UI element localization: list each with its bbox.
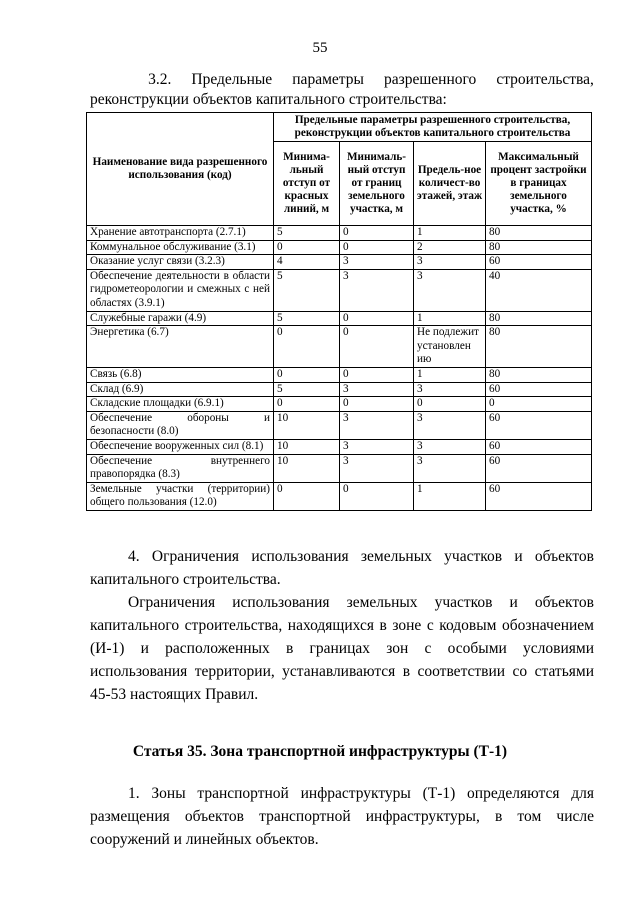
row-value: 60 <box>486 454 592 482</box>
article-paragraph-1-text: 1. Зоны транспортной инфраструктуры (Т-1) определяются для размещения объектов транспортной инфраструктуры, в том числе сооружений и линейных объектов. <box>90 785 594 848</box>
row-value: 0 <box>340 367 414 382</box>
row-name: Коммунальное обслуживание (3.1) <box>87 240 274 255</box>
row-value: 2 <box>414 240 486 255</box>
table-row <box>87 240 592 255</box>
section-4-title-text: 4. Ограничения использования земельных участков и объектов капитального строительства. <box>90 548 594 588</box>
row-value: 40 <box>486 269 592 311</box>
row-value: 1 <box>414 482 486 510</box>
section-heading-words <box>90 70 594 90</box>
row-name: Складские площадки (6.9.1) <box>87 397 274 412</box>
row-value: 60 <box>486 382 592 397</box>
header-max-floors: Предель-ное количест-во этажей, этаж <box>414 142 486 226</box>
section-heading-line2: реконструкции объектов капитального строительства: <box>90 91 447 108</box>
row-value: 0 <box>340 311 414 326</box>
row-value: 3 <box>340 269 414 311</box>
row-value: 0 <box>340 397 414 412</box>
header-parameters-group: Предельные параметры разрешенного строительства, реконструкции объектов капитального строительства <box>274 113 592 142</box>
table-row <box>87 269 592 311</box>
table-row <box>87 226 592 241</box>
row-value: 60 <box>486 411 592 439</box>
heading-word: разрешенного <box>383 71 477 88</box>
section-4-body <box>90 591 594 706</box>
row-name: Склад (6.9) <box>87 382 274 397</box>
row-name: Обеспечение внутреннего правопорядка (8.3) <box>87 454 274 482</box>
article-title: Статья 35. Зона транспортной инфраструктуры (Т-1) <box>132 743 508 760</box>
table-row <box>87 255 592 270</box>
row-name: Обеспечение вооруженных сил (8.1) <box>87 439 274 454</box>
row-value: 3 <box>340 411 414 439</box>
row-value: 80 <box>486 311 592 326</box>
row-value: 1 <box>414 311 486 326</box>
row-value: 60 <box>486 255 592 270</box>
row-value: 10 <box>274 454 340 482</box>
row-value: 3 <box>414 382 486 397</box>
row-value: 5 <box>274 311 340 326</box>
header-min-boundary-setback: Минималь-ный отступ от границ земельного участка, м <box>340 142 414 226</box>
row-value: 0 <box>340 240 414 255</box>
row-value: 5 <box>274 269 340 311</box>
table-row <box>87 397 592 412</box>
row-name: Связь (6.8) <box>87 367 274 382</box>
header-max-coverage: Максимальный процент застройки в границах земельного участка, % <box>486 142 592 226</box>
row-value: 3 <box>414 269 486 311</box>
row-value: 3 <box>340 439 414 454</box>
row-value: 1 <box>414 367 486 382</box>
row-value: Не подлежит установлен ию <box>414 326 486 368</box>
section-number: 3.2. <box>148 71 172 88</box>
table-row <box>87 311 592 326</box>
row-value: 60 <box>486 439 592 454</box>
row-name: Служебные гаражи (4.9) <box>87 311 274 326</box>
table-row <box>87 454 592 482</box>
row-value: 0 <box>486 397 592 412</box>
row-value: 5 <box>274 382 340 397</box>
row-value: 10 <box>274 439 340 454</box>
table-row <box>87 382 592 397</box>
table-row <box>87 367 592 382</box>
row-value: 80 <box>486 240 592 255</box>
heading-word: параметры <box>292 71 364 88</box>
row-value: 3 <box>414 411 486 439</box>
row-name: Обеспечение обороны и безопасности (8.0) <box>87 411 274 439</box>
row-value: 0 <box>274 367 340 382</box>
row-value: 60 <box>486 482 592 510</box>
row-value: 0 <box>340 326 414 368</box>
row-value: 3 <box>340 454 414 482</box>
heading-word: строительства, <box>496 71 594 88</box>
row-value: 10 <box>274 411 340 439</box>
row-name: Обеспечение деятельности в области гидрометеорологии и смежных с ней областях (3.9.1) <box>87 269 274 311</box>
row-name: Оказание услуг связи (3.2.3) <box>87 255 274 270</box>
article-paragraph-1 <box>90 782 594 851</box>
table-row <box>87 482 592 510</box>
header-usage-type: Наименование вида разрешенного использования (код) <box>87 113 274 226</box>
parameters-table <box>86 112 592 511</box>
row-value: 3 <box>340 382 414 397</box>
row-value: 0 <box>414 397 486 412</box>
row-name: Земельные участки (территории) общего пользования (12.0) <box>87 482 274 510</box>
row-name: Хранение автотранспорта (2.7.1) <box>87 226 274 241</box>
table-row <box>87 439 592 454</box>
row-value: 0 <box>340 226 414 241</box>
row-value: 4 <box>274 255 340 270</box>
row-value: 0 <box>274 326 340 368</box>
section-4-title <box>90 545 594 591</box>
row-value: 5 <box>274 226 340 241</box>
row-value: 0 <box>274 482 340 510</box>
row-value: 3 <box>340 255 414 270</box>
table-row <box>87 326 592 368</box>
row-value: 0 <box>340 482 414 510</box>
row-value: 3 <box>414 255 486 270</box>
row-value: 80 <box>486 326 592 368</box>
row-value: 0 <box>274 397 340 412</box>
row-value: 80 <box>486 367 592 382</box>
heading-word: Предельные <box>191 71 273 88</box>
section-4-body-text: Ограничения использования земельных участков и объектов капитального строительства, находящихся в зоне с кодовым обозначением (И-1) и расположенных в границах зон с особыми условиями использования территории, устанавливаются в соответствии со статьями 45-53 настоящих Правил. <box>90 594 594 703</box>
section-heading-line1 <box>90 70 594 90</box>
row-value: 3 <box>414 454 486 482</box>
row-value: 3 <box>414 439 486 454</box>
row-value: 0 <box>274 240 340 255</box>
header-min-red-line-setback: Минима-льный отступ от красных линий, м <box>274 142 340 226</box>
section-heading-3-2 <box>90 70 594 110</box>
page-number: 55 <box>312 40 328 56</box>
row-name: Энергетика (6.7) <box>87 326 274 368</box>
table-row <box>87 411 592 439</box>
row-value: 80 <box>486 226 592 241</box>
row-value: 1 <box>414 226 486 241</box>
